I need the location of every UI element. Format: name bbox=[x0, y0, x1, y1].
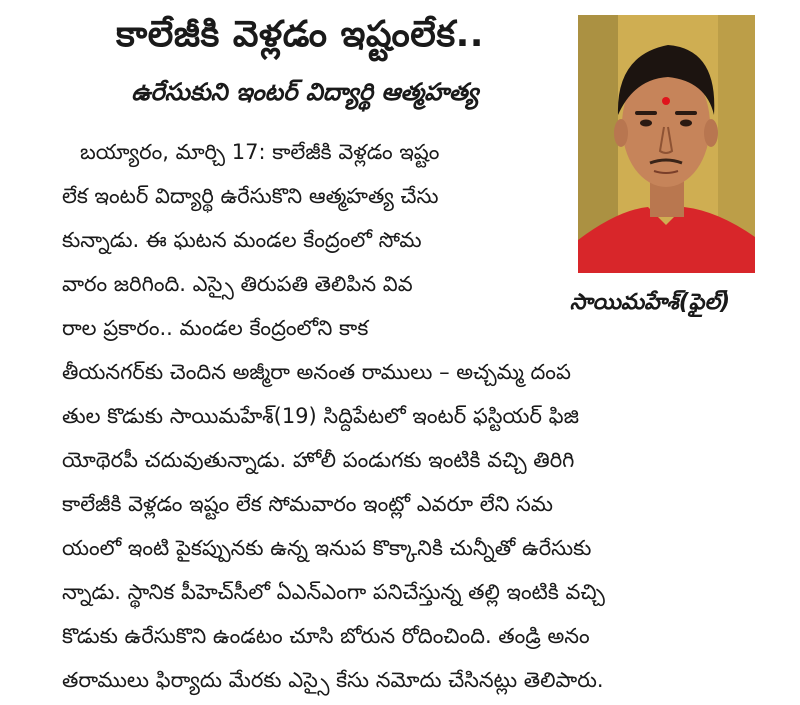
body-line: తరాములు ఫిర్యాదు మేరకు ఎస్సై కేసు నమోదు చేసినట్లు తెలిపారు. bbox=[62, 668, 604, 692]
photo-caption: సాయిమహేశ్(ఫైల్) bbox=[569, 290, 731, 315]
body-line: యోథెరపీ చదువుతున్నాడు. హోలీ పండుగకు ఇంటికి వచ్చి తిరిగి bbox=[62, 448, 575, 472]
portrait-illustration bbox=[578, 15, 755, 273]
body-line: యంలో ఇంటి పైకప్పునకు ఉన్న ఇనుప కొక్కానికి చున్నీతో ఉరేసుకు bbox=[62, 536, 592, 560]
body-line: కున్నాడు. ఈ ఘటన మండల కేంద్రంలో సోమ bbox=[62, 228, 422, 252]
body-line: బయ్యారం, మార్చి 17: కాలేజీకి వెళ్లడం ఇష్టం bbox=[80, 140, 440, 164]
body-line: న్నాడు. స్థానిక పీహెచ్‌సీలో ఏఎన్ఎంగా పనిచేస్తున్న తల్లి ఇంటికి వచ్చి bbox=[62, 580, 605, 604]
body-line: కాలేజీకి వెళ్లడం ఇష్టం లేక సోమవారం ఇంట్లో ఎవరూ లేని సమ bbox=[62, 492, 553, 516]
body-line: తీయనగర్‌కు చెందిన అజ్మీరా అనంత రాములు – అచ్చమ్మ దంప bbox=[62, 360, 571, 384]
body-line: రాల ప్రకారం.. మండల కేంద్రంలోని కాక bbox=[62, 316, 369, 340]
body-line: లేక ఇంటర్ విద్యార్థి ఉరేసుకొని ఆత్మహత్య చేసు bbox=[62, 184, 439, 208]
portrait-photo bbox=[578, 15, 755, 273]
body-line: వారం జరిగింది. ఎస్సై తిరుపతి తెలిపిన వివ bbox=[62, 272, 413, 296]
body-line: తుల కొడుకు సాయిమహేశ్(19) సిద్దిపేటలో ఇంటర్ ఫస్టియర్ ఫిజి bbox=[62, 404, 579, 428]
subheadline: ఉరేసుకుని ఇంటర్ విద్యార్థి ఆత్మహత్య bbox=[131, 78, 479, 106]
headline: కాలేజీకి వెళ్లడం ఇష్టంలేక.. bbox=[116, 14, 484, 55]
body-line: కొడుకు ఉరేసుకొని ఉండటం చూసి బోరున రోదించింది. తండ్రి అనం bbox=[62, 624, 590, 648]
